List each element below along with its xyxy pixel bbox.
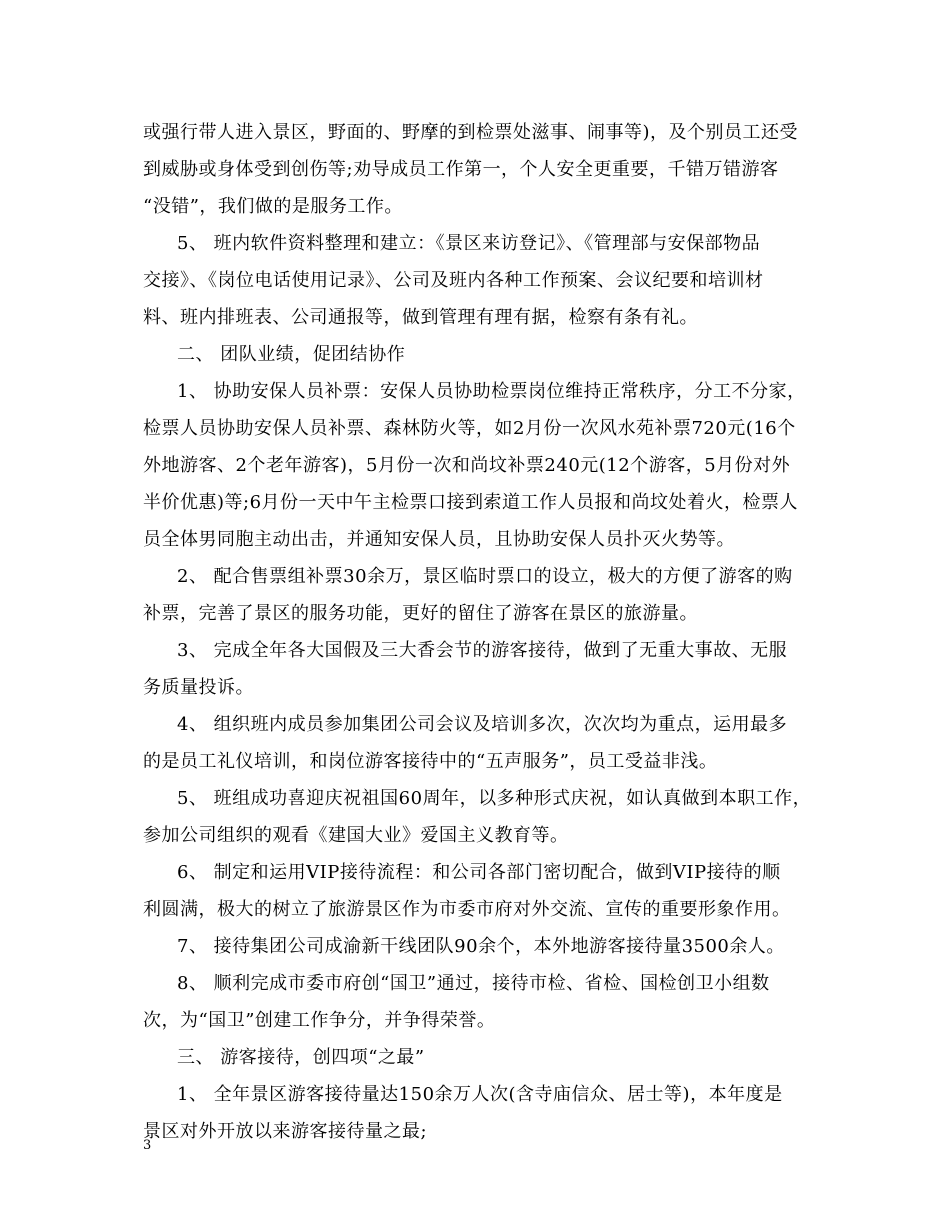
text-line: 次，为“国卫”创建工作争分，并争得荣誉。 <box>143 1010 496 1031</box>
text-line: 务质量投诉。 <box>143 677 254 698</box>
text-line: 外地游客、2个老年游客)，5月份一次和尚坟补票240元(12个游客，5月份对外 <box>143 455 791 476</box>
text-line: 1、 全年景区游客接待量达150余万人次(含寺庙信众、居士等)，本年度是 <box>177 1084 783 1105</box>
text-line: 8、 顺利完成市委市府创“国卫”通过，接待市检、省检、国检创卫小组数 <box>177 973 770 994</box>
text-line: 半价优惠)等;6月份一天中午主检票口接到索道工作人员报和尚坟处着火，检票人 <box>143 492 799 513</box>
text-line: 交接》、《岗位电话使用记录》、公司及班内各种工作预案、会议纪要和培训材 <box>143 270 764 291</box>
text-line: 5、 班内软件资料整理和建立：《景区来访登记》、《管理部与安保部物品 <box>177 233 761 254</box>
text-line: “没错”，我们做的是服务工作。 <box>143 196 403 217</box>
text-line: 参加公司组织的观看《建国大业》爱国主义教育等。 <box>143 825 569 846</box>
document-body <box>143 114 813 1150</box>
text-line: 4、 组织班内成员参加集团公司会议及培训多次，次次均为重点，运用最多 <box>177 714 788 735</box>
text-line: 景区对外开放以来游客接待量之最; <box>143 1121 428 1142</box>
text-line: 补票，完善了景区的服务功能，更好的留住了游客在景区的旅游量。 <box>143 603 698 624</box>
section-heading: 二、 团队业绩，促团结协作 <box>177 344 406 365</box>
section-heading: 三、 游客接待，创四项“之最” <box>177 1047 425 1068</box>
text-line: 2、 配合售票组补票30余万，景区临时票口的设立，极大的方便了游客的购 <box>177 566 793 587</box>
text-line: 利圆满，极大的树立了旅游景区作为市委市府对外交流、宣传的重要形象作用。 <box>143 899 791 920</box>
text-line: 到威胁或身体受到创伤等;劝导成员工作第一，个人安全更重要，千错万错游客 <box>143 159 779 180</box>
text-line: 或强行带人进入景区，野面的、野摩的到检票处滋事、闹事等)，及个别员工还受 <box>143 122 799 143</box>
text-line: 7、 接待集团公司成渝新干线团队90余个，本外地游客接待量3500余人。 <box>177 936 785 957</box>
text-line: 的是员工礼仪培训，和岗位游客接待中的“五声服务”，员工受益非浅。 <box>143 751 718 772</box>
page-number: 3 <box>143 1138 152 1153</box>
text-line: 6、 制定和运用VIP接待流程：和公司各部门密切配合，做到VIP接待的顺 <box>177 862 781 883</box>
text-line: 检票人员协助安保人员补票、森林防火等，如2月份一次风水苑补票720元(16个 <box>143 418 796 439</box>
text-line: 3、 完成全年各大国假及三大香会节的游客接待，做到了无重大事故、无服 <box>177 640 788 661</box>
text-line: 5、 班组成功喜迎庆祝祖国60周年，以多种形式庆祝，如认真做到本职工作， <box>177 788 812 809</box>
text-line: 员全体男同胞主动出击，并通知安保人员，且协助安保人员扑灭火势等。 <box>143 529 735 550</box>
text-line: 料、班内排班表、公司通报等，做到管理有理有据，检察有条有礼。 <box>143 307 698 328</box>
text-line: 1、 协助安保人员补票：安保人员协助检票岗位维持正常秩序，分工不分家， <box>177 381 806 402</box>
